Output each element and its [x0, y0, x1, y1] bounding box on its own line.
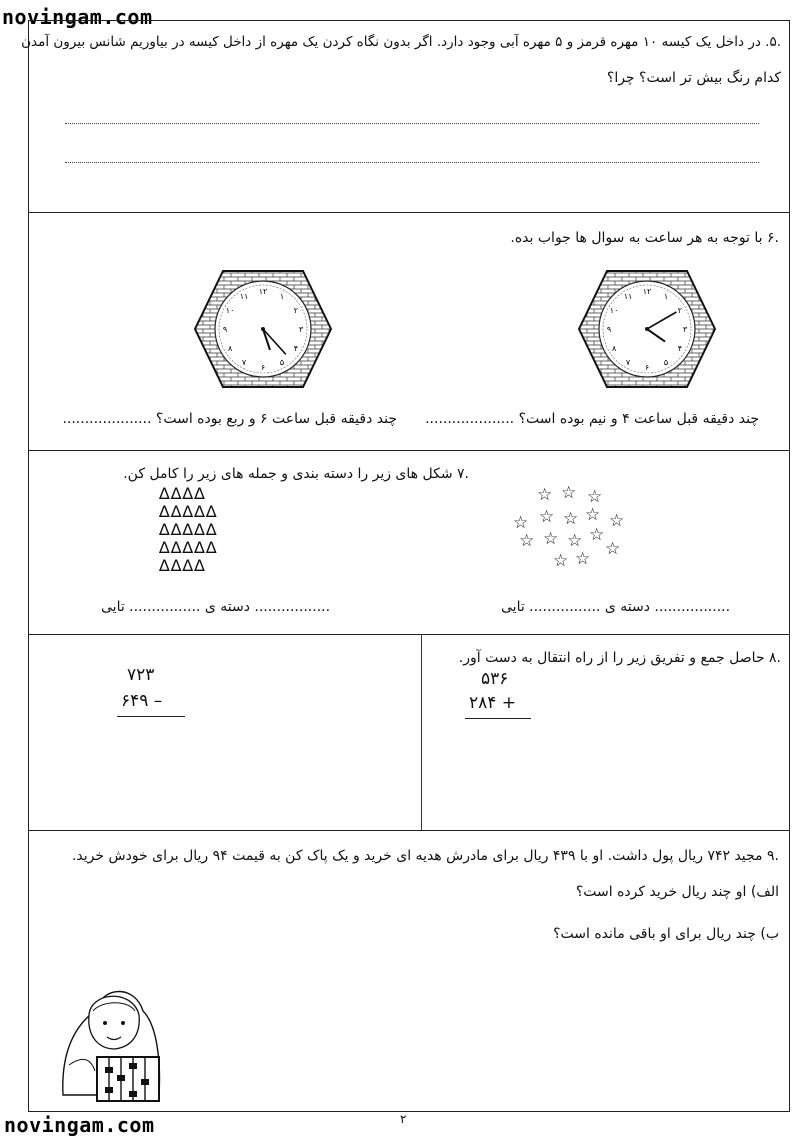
triangle-group — [159, 485, 218, 575]
clock-right — [577, 269, 717, 389]
q6-prompt: .۶ با توجه به هر ساعت به سوال ها جواب بده. — [510, 230, 779, 246]
clock-left — [193, 269, 333, 389]
triangle-row: ∆∆∆∆ — [159, 556, 206, 575]
clock-numeral: ۳ — [682, 325, 688, 334]
clock-numeral: ۷ — [625, 357, 631, 367]
star-icon: ☆ — [563, 509, 579, 529]
clock-numeral: ۴ — [293, 344, 299, 353]
clock-numeral: ۶ — [260, 363, 266, 372]
clock-numeral: ۶ — [644, 363, 650, 372]
clock-numeral: ۵ — [279, 357, 285, 367]
q9-part-a: الف) او چند ریال خرید کرده است؟ — [575, 884, 779, 900]
star-icon: ☆ — [561, 483, 577, 503]
star-icon: ☆ — [589, 525, 605, 545]
watermark-bottom: novingam.com — [4, 1113, 155, 1137]
question-9 — [29, 831, 789, 1113]
star-icon: ☆ — [553, 551, 569, 571]
question-7 — [29, 451, 789, 635]
clock-numeral: ۱۱ — [239, 292, 249, 302]
watermark-top: novingam.com — [2, 5, 153, 29]
abacus-icon — [97, 1057, 159, 1101]
clock-numeral: ۱ — [663, 292, 669, 302]
clock-numeral: ۴ — [677, 344, 683, 353]
clock-numeral: ۳ — [298, 325, 304, 334]
subtraction-rule — [117, 716, 185, 717]
subtraction-bottom: – ۶۴۹ — [121, 691, 163, 711]
clock-numeral: ۵ — [663, 357, 669, 367]
addition-top: ۵۳۶ — [481, 669, 509, 689]
triangle-row: ∆∆∆∆∆ — [159, 520, 218, 539]
star-icon: ☆ — [605, 539, 621, 559]
clock-numeral: ۹ — [222, 325, 228, 334]
clock-numeral: ۸ — [611, 344, 617, 353]
clock-numeral: ۲ — [677, 306, 683, 315]
q5-line2: کدام رنگ بیش تر است؟ چرا؟ — [606, 70, 781, 86]
q7-prompt: .۷ شکل های زیر را دسته بندی و جمله های زیر را کامل کن. — [123, 466, 469, 482]
clock-center — [645, 327, 649, 331]
q5-answer-line-1[interactable] — [65, 123, 759, 124]
clock-numeral: ۸ — [227, 344, 233, 353]
q6-right-answer-dots[interactable]: .................... — [425, 411, 515, 427]
star-icon: ☆ — [513, 513, 529, 533]
q7-right-answer[interactable]: ................. دسته ی ................ تایی — [501, 599, 731, 615]
clock-numeral: ۹ — [606, 325, 612, 334]
clock-numeral: ۱۲ — [642, 287, 652, 296]
clock-numeral: ۱۱ — [623, 292, 633, 302]
clock-numeral: ۷ — [241, 357, 247, 367]
page-number: ۲ — [400, 1112, 407, 1126]
clock-numeral: ۲ — [293, 306, 299, 315]
addition-rule — [465, 718, 531, 719]
q6-right-question-text: چند دقیقه قبل ساعت ۴ و نیم بوده است؟ — [518, 411, 759, 427]
q6-left-question — [62, 411, 397, 427]
clock-numeral: ۱۲ — [258, 287, 268, 296]
star-icon: ☆ — [519, 531, 535, 551]
q5-answer-line-2[interactable] — [65, 162, 759, 163]
question-6 — [29, 213, 789, 451]
star-icon: ☆ — [587, 487, 603, 507]
star-icon: ☆ — [539, 507, 555, 527]
question-5 — [21, 21, 789, 213]
addition-bottom: + ۲۸۴ — [469, 693, 517, 713]
triangle-row: ∆∆∆∆∆ — [159, 502, 218, 521]
triangle-row: ∆∆∆∆ — [159, 484, 206, 503]
clock-numeral: ۱۰ — [225, 306, 235, 315]
clock-numeral: ۱۰ — [609, 306, 619, 315]
q9-part-b: ب) چند ریال برای او باقی مانده است؟ — [553, 926, 779, 942]
star-icon: ☆ — [537, 485, 553, 505]
star-group — [499, 485, 639, 595]
star-icon: ☆ — [575, 549, 591, 569]
subtraction-top: ۷۲۳ — [127, 665, 155, 685]
q6-left-answer-dots[interactable]: .................... — [62, 411, 152, 427]
question-8 — [29, 635, 789, 831]
q8-prompt: .۸ حاصل جمع و تفریق زیر را از راه انتقال به دست آور. — [458, 650, 781, 666]
star-icon: ☆ — [609, 511, 625, 531]
q9-line1: .۹ مجید ۷۴۲ ریال پول داشت. او با ۴۳۹ ریال برای مادرش هدیه ای خرید و یک پاک کن به قیمت ۹۴ ریال برای خودش خرید. — [71, 848, 779, 864]
clock-center — [261, 327, 265, 331]
clock-numeral: ۱ — [279, 292, 285, 302]
q6-left-question-text: چند دقیقه قبل ساعت ۶ و ربع بوده است؟ — [155, 411, 397, 427]
star-icon: ☆ — [567, 531, 583, 551]
star-icon: ☆ — [543, 529, 559, 549]
q8-divider — [421, 635, 422, 830]
q7-left-answer[interactable]: ................. دسته ی ................ تایی — [101, 599, 331, 615]
worksheet-frame — [21, 20, 790, 1112]
girl-abacus-illustration — [43, 975, 173, 1105]
triangle-row: ∆∆∆∆∆ — [159, 538, 218, 557]
q5-line1: .۵. در داخل یک کیسه ۱۰ مهره قرمز و ۵ مهره آبی وجود دارد. اگر بدون نگاه کردن یک مهره از داخل کیسه در بیاوریم شانس بیرون آمدن — [21, 34, 781, 50]
q6-right-question — [425, 411, 759, 427]
star-icon: ☆ — [585, 505, 601, 525]
